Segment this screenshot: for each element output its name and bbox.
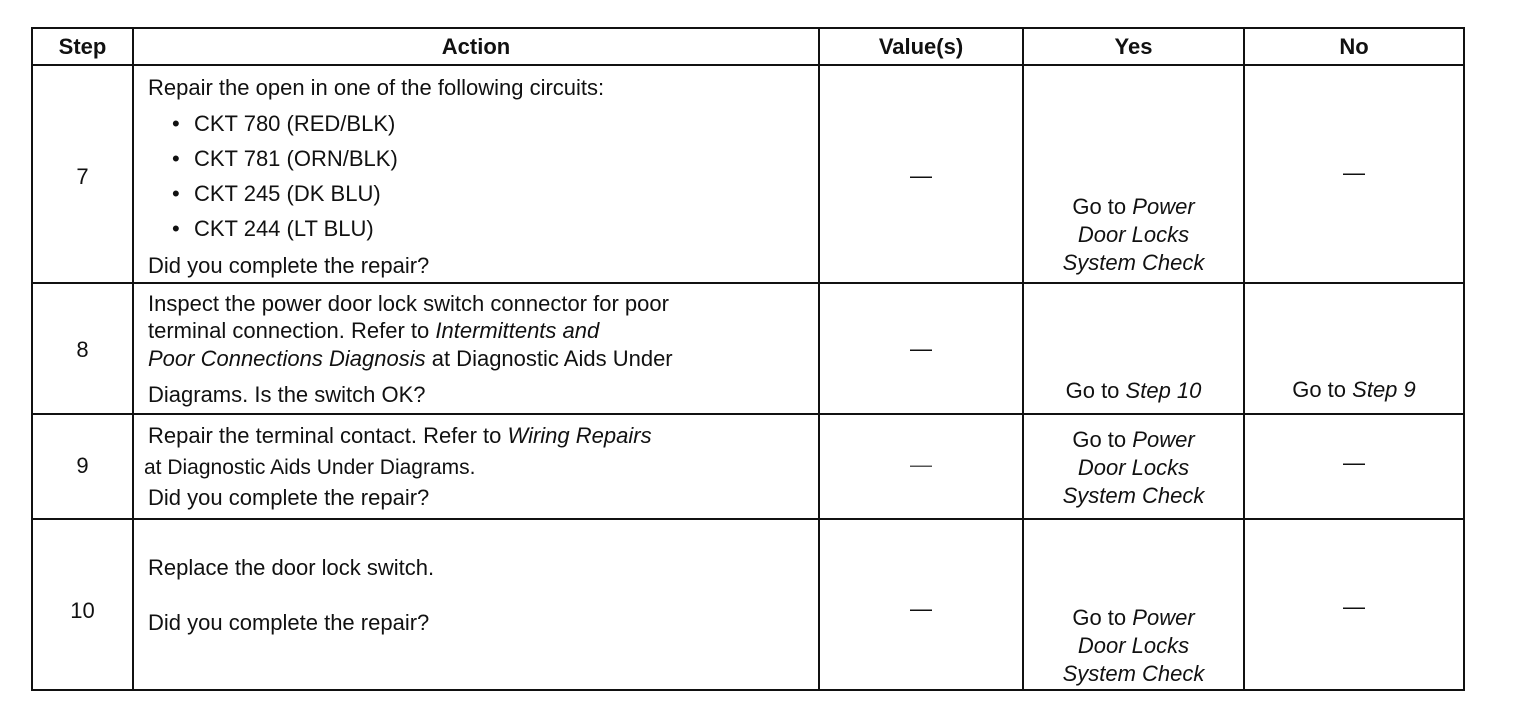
yes-goto: Go to Power Door Locks System Check <box>1062 427 1205 508</box>
header-row <box>32 28 1464 65</box>
no-goto: Go to Step 9 <box>1292 377 1416 402</box>
action-question: Did you complete the repair? <box>148 610 430 635</box>
action-text: Inspect the power door lock switch connector for poor <box>148 291 669 316</box>
step-cell <box>32 414 133 519</box>
action-text: Replace the door lock switch. <box>148 555 435 580</box>
goto-target: Power <box>1132 427 1195 452</box>
value-cell <box>819 519 1023 690</box>
no-cell <box>1244 414 1464 519</box>
action-text: Poor Connections Diagnosis at Diagnostic Aids Under <box>148 346 673 371</box>
yes-cell <box>1023 519 1244 690</box>
table-row <box>32 414 1464 519</box>
yes-goto: Go to Power Door Locks System Check <box>1062 605 1205 686</box>
action-question: Did you complete the repair? <box>148 485 430 510</box>
diagnostic-table <box>31 27 1465 691</box>
step-number: 7 <box>76 164 89 189</box>
action-text: at Diagnostic Aids Under Diagrams. <box>144 456 476 479</box>
goto-target: Step 10 <box>1125 378 1202 403</box>
bullet-icon: • <box>172 181 180 206</box>
no-cell <box>1244 283 1464 414</box>
action-cell <box>133 519 819 690</box>
yes-cell <box>1023 414 1244 519</box>
value-dash: — <box>910 336 932 361</box>
yes-goto: Go to Power Door Locks System Check <box>1062 194 1205 275</box>
table-row <box>32 65 1464 283</box>
circuit-list-item: • CKT 245 (DK BLU) <box>172 181 381 206</box>
step-cell <box>32 283 133 414</box>
action-question: Did you complete the repair? <box>148 253 430 278</box>
no-cell <box>1244 65 1464 283</box>
yes-cell <box>1023 283 1244 414</box>
step-number: 10 <box>70 598 95 623</box>
table-row <box>32 519 1464 690</box>
table-row <box>32 283 1464 414</box>
value-cell <box>819 65 1023 283</box>
bullet-icon: • <box>172 216 180 241</box>
header-step: Step <box>32 28 133 65</box>
value-dash: — <box>910 452 932 477</box>
yes-cell <box>1023 65 1244 283</box>
no-cell <box>1244 519 1464 690</box>
no-dash: — <box>1343 594 1365 619</box>
circuit-list-item: • CKT 244 (LT BLU) <box>172 216 374 241</box>
no-dash: — <box>1343 450 1365 475</box>
action-question: Diagrams. Is the switch OK? <box>148 382 426 407</box>
action-cell <box>133 283 819 414</box>
no-dash: — <box>1343 160 1365 185</box>
step-number: 8 <box>76 337 89 362</box>
action-text: Repair the open in one of the following circuits: <box>148 75 605 100</box>
value-dash: — <box>910 596 932 621</box>
action-text: terminal connection. Refer to Intermittents and <box>148 318 600 343</box>
action-cell <box>133 65 819 283</box>
goto-target: Power <box>1132 194 1195 219</box>
action-text: Repair the terminal contact. Refer to Wiring Repairs <box>148 423 652 448</box>
step-cell <box>32 519 133 690</box>
header-yes: Yes <box>1023 28 1244 65</box>
step-cell <box>32 65 133 283</box>
step-number: 9 <box>76 453 89 478</box>
header-no: No <box>1244 28 1464 65</box>
goto-target: Step 9 <box>1352 377 1416 402</box>
yes-goto: Go to Step 10 <box>1065 378 1202 403</box>
value-cell <box>819 414 1023 519</box>
action-cell <box>133 414 819 519</box>
circuit-list-item: • CKT 780 (RED/BLK) <box>172 111 396 136</box>
circuit-list-item: • CKT 781 (ORN/BLK) <box>172 146 398 171</box>
header-action: Action <box>133 28 819 65</box>
value-dash: — <box>910 163 932 188</box>
value-cell <box>819 283 1023 414</box>
header-values: Value(s) <box>819 28 1023 65</box>
bullet-icon: • <box>172 111 180 136</box>
bullet-icon: • <box>172 146 180 171</box>
goto-target: Power <box>1132 605 1195 630</box>
